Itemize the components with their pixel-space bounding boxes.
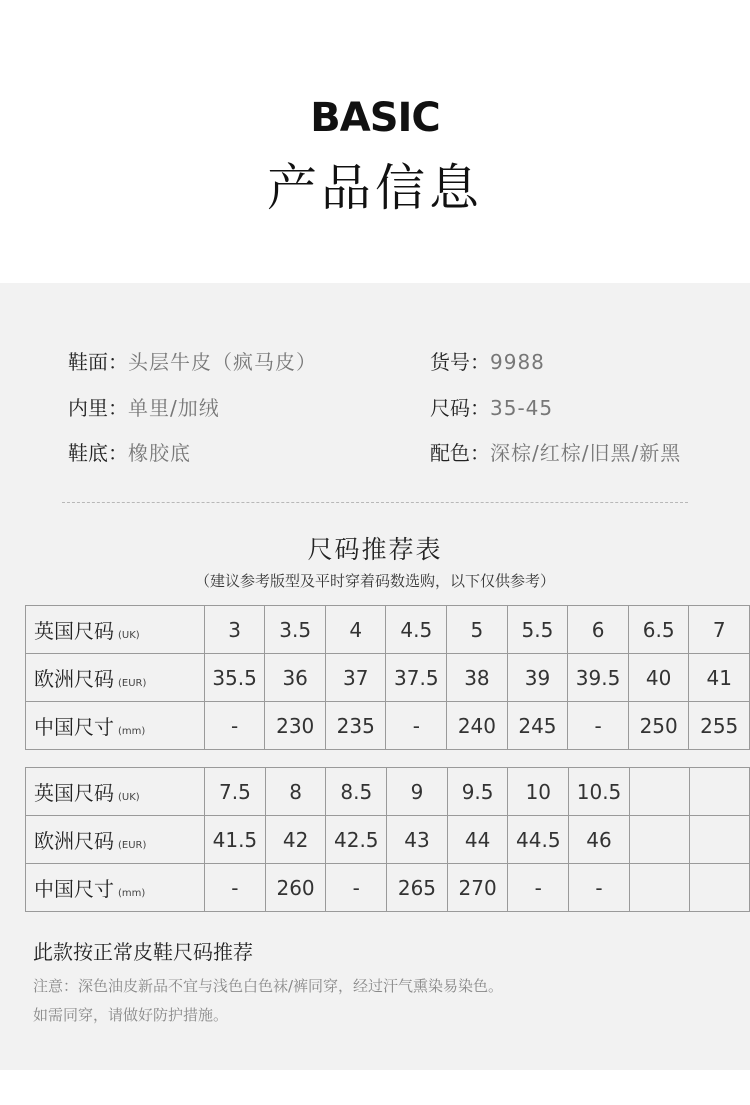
table-cell: 5.5 [507,606,568,654]
table-row-eur [26,816,750,864]
table-cell: 8 [265,768,326,816]
spec-lining [68,392,220,421]
table-cell: 42.5 [326,816,387,864]
header [0,0,750,283]
table-cell [689,768,749,816]
spec-item-no-value: 9988 [490,350,545,374]
dashed-divider [62,502,688,503]
size-table-2 [25,767,750,912]
table-cell: 6 [568,606,629,654]
table-row-cn [26,864,750,912]
table-cell: 240 [447,702,508,750]
table-cell: 230 [265,702,326,750]
row-header-cn: 中国尺寸 (mm) [26,702,205,750]
spec-upper [68,346,317,375]
table-cell: 5 [447,606,508,654]
table-cell: 37 [325,654,386,702]
table-cell: 260 [265,864,326,912]
table-cell: - [568,702,629,750]
spec-color [430,437,681,466]
table-cell: 39 [507,654,568,702]
spec-sole [68,437,191,466]
spec-sole-value: 橡胶底 [128,441,191,465]
table-cell: 4 [325,606,386,654]
table-cell: 235 [325,702,386,750]
spec-sole-label: 鞋底： [68,441,128,465]
table-cell [629,768,689,816]
size-table-1 [25,605,750,750]
table-cell: 7.5 [205,768,266,816]
table-cell: 4.5 [386,606,447,654]
table-cell: 44 [447,816,508,864]
table-row-uk [26,768,750,816]
row-header-eur: 欧洲尺码 (EUR) [26,654,205,702]
table-cell: 40 [628,654,689,702]
table-cell: 255 [689,702,750,750]
table-cell: 8.5 [326,768,387,816]
table-cell: - [326,864,387,912]
spec-size-label: 尺码： [430,396,490,420]
table-row-eur [26,654,750,702]
table-cell: 41.5 [205,816,266,864]
row-header-uk: 英国尺码 (UK) [26,768,205,816]
table-cell: 9 [387,768,448,816]
table-cell: 46 [569,816,630,864]
table-cell: 250 [628,702,689,750]
table-cell: - [204,702,265,750]
care-note-line-1: 注意：深色油皮新品不宜与浅色白色袜/裤同穿，经过汗气熏染易染色。 [33,977,504,995]
page-title: 产品信息 [267,159,483,217]
table-cell: 39.5 [568,654,629,702]
table-cell: 35.5 [204,654,265,702]
table-cell [689,816,749,864]
spec-item-no [430,346,545,375]
table-cell: 10.5 [569,768,630,816]
table-cell: 270 [447,864,508,912]
table-cell [629,864,689,912]
table-cell: - [508,864,569,912]
table-cell: 44.5 [508,816,569,864]
spec-color-value: 深棕/红棕/旧黑/新黑 [490,441,682,465]
table-cell: 43 [387,816,448,864]
table-cell: - [205,864,266,912]
spec-size-value: 35-45 [490,396,554,420]
table-cell [629,816,689,864]
table-cell: 9.5 [447,768,508,816]
size-chart-title: 尺码推荐表 [307,535,443,564]
spec-size [430,392,553,421]
spec-item-no-label: 货号： [430,350,490,374]
table-cell [689,864,749,912]
care-note-line-2: 如需同穿，请做好防护措施。 [33,1006,229,1024]
spec-upper-label: 鞋面： [68,350,128,374]
table-cell: 3.5 [265,606,326,654]
table-cell: 7 [689,606,750,654]
table-cell: - [569,864,630,912]
table-cell: 10 [508,768,569,816]
size-chart-note: （建议参考版型及平时穿着码数选购，以下仅供参考） [194,572,555,590]
table-cell: 3 [204,606,265,654]
row-header-cn: 中国尺寸 (mm) [26,864,205,912]
spec-lining-label: 内里： [68,396,128,420]
size-recommendation: 此款按正常皮鞋尺码推荐 [33,940,253,964]
row-header-uk: 英国尺码 (UK) [26,606,205,654]
table-cell: 38 [447,654,508,702]
table-cell: 6.5 [628,606,689,654]
table-cell: - [386,702,447,750]
table-cell: 265 [387,864,448,912]
spec-color-label: 配色： [430,441,490,465]
table-cell: 37.5 [386,654,447,702]
spec-upper-value: 头层牛皮（疯马皮） [128,350,317,374]
table-cell: 245 [507,702,568,750]
table-row-uk [26,606,750,654]
table-cell: 42 [265,816,326,864]
footer-spacer [0,1070,750,1105]
table-cell: 41 [689,654,750,702]
spec-lining-value: 单里/加绒 [128,396,220,420]
table-cell: 36 [265,654,326,702]
row-header-eur: 欧洲尺码 (EUR) [26,816,205,864]
brand-logo: BASIC [310,95,440,141]
table-row-cn [26,702,750,750]
